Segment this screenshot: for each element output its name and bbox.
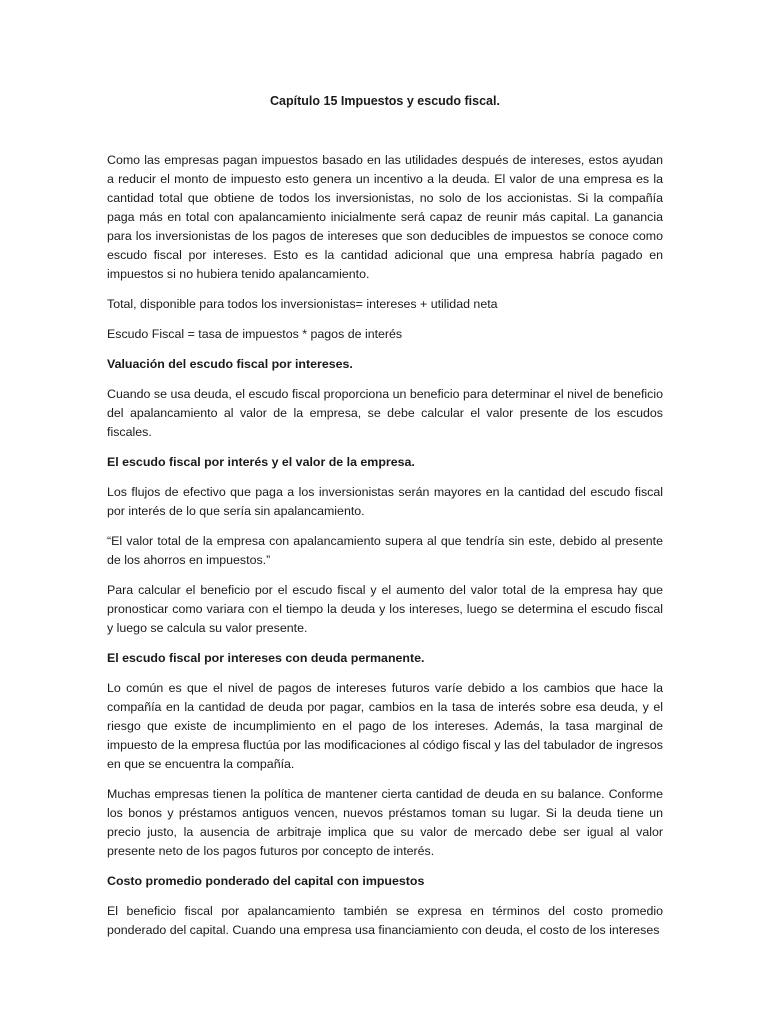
section-heading-costo-promedio: Costo promedio ponderado del capital con impuestos [107,874,425,888]
paragraph-intro: Como las empresas pagan impuestos basado en las utilidades después de intereses, estos ayudan a reducir el monto de impuesto esto genera un incentivo a la deuda. El valor de una empresa es la cantidad total que obtiene de todos los inversionistas, no solo de los accionistas. Si la compañía paga más en total con apalancamiento inicialmente será capaz de reunir más capital. La ganancia para los inversionistas de los pagos de intereses que son deducibles de impuestos se conoce como escudo fiscal por intereses. Esto es la cantidad adicional que una empresa habría pagado en impuestos si no hubiera tenido apalancamiento. [107,153,663,281]
paragraph-lo-comun: Lo común es que el nivel de pagos de intereses futuros varíe debido a los cambios que hace la compañía en la cantidad de deuda por pagar, cambios en la tasa de interés sobre esa deuda, y el riesgo que existe de incumplimiento en el pago de los intereses. Además, la tasa marginal de impuesto de la empresa fluctúa por las modificaciones al código fiscal y las del tabulador de ingresos en que se encuentra la compañía. [107,681,663,771]
section-heading-deuda-permanente: El escudo fiscal por intereses con deuda permanente. [107,651,425,665]
section-heading-valor-empresa: El escudo fiscal por interés y el valor de la empresa. [107,455,415,469]
document-page [107,92,663,951]
paragraph-quote: “El valor total de la empresa con apalancamiento supera al que tendría sin este, debido al presente de los ahorros en impuestos.” [107,534,663,567]
paragraph-calcular: Para calcular el beneficio por el escudo fiscal y el aumento del valor total de la empresa hay que pronosticar como variara con el tiempo la deuda y los intereses, luego se determina el escudo fiscal y luego se calcula su valor presente. [107,583,663,635]
paragraph-beneficio-fiscal: El beneficio fiscal por apalancamiento también se expresa en términos del costo promedio ponderado del capital. Cuando una empresa usa financiamiento con deuda, el costo de los intereses [107,904,663,937]
paragraph-flujos: Los flujos de efectivo que paga a los inversionistas serán mayores en la cantidad del escudo fiscal por interés de lo que sería sin apalancamiento. [107,485,663,518]
document-title: Capítulo 15 Impuestos y escudo fiscal. [270,94,500,108]
paragraph-muchas-empresas: Muchas empresas tienen la política de mantener cierta cantidad de deuda en su balance. Conforme los bonos y préstamos antiguos vencen, nuevos préstamos toman su lugar. Si la deuda tiene un precio justo, la ausencia de arbitraje implica que su valor de mercado debe ser igual al valor presente neto de los pagos futuros por concepto de interés. [107,787,663,858]
formula-escudo-fiscal: Escudo Fiscal = tasa de impuestos * pagos de interés [107,327,403,341]
section-heading-valuacion: Valuación del escudo fiscal por intereses. [107,357,353,371]
paragraph-valuacion: Cuando se usa deuda, el escudo fiscal proporciona un beneficio para determinar el nivel de beneficio del apalancamiento al valor de la empresa, se debe calcular el valor presente de los escudos fiscales. [107,387,663,439]
formula-total: Total, disponible para todos los inversionistas= intereses + utilidad neta [107,297,498,311]
